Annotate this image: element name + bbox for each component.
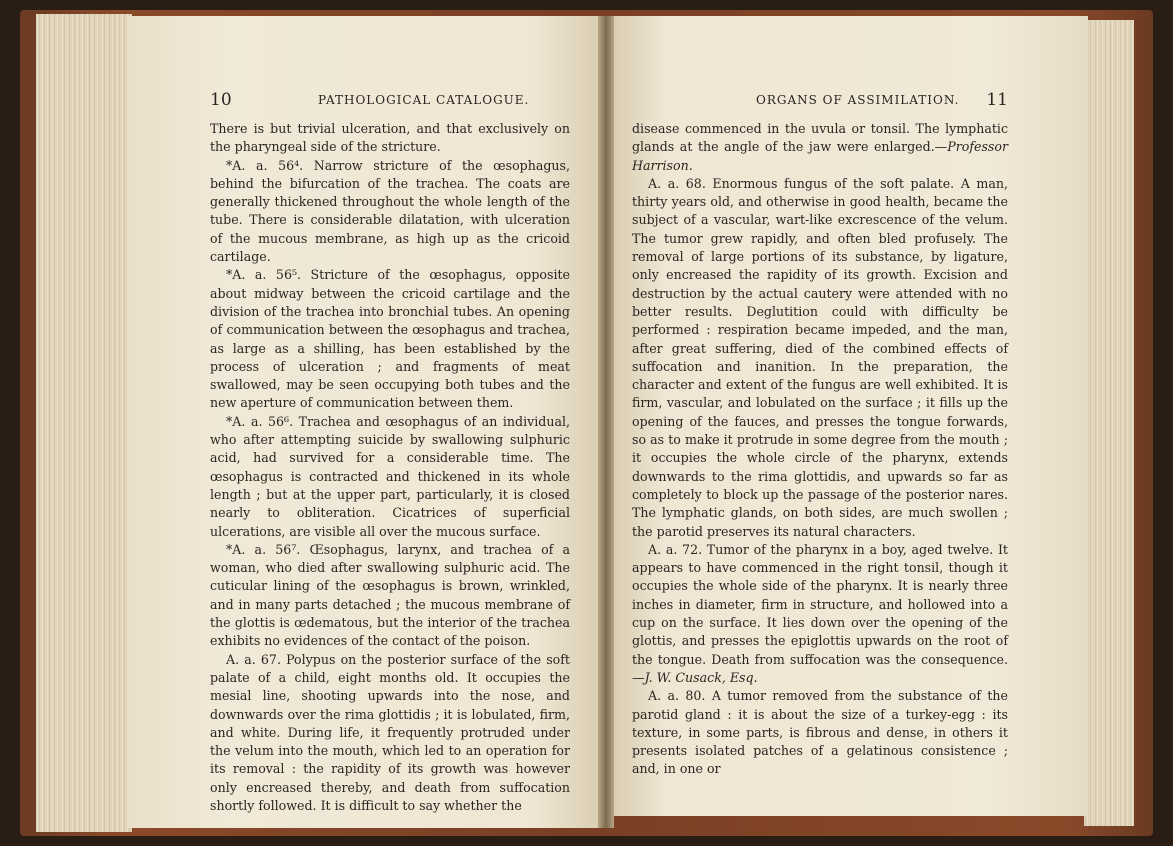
left-page [128, 16, 606, 828]
paragraph: *A. a. 56⁷. Œsophagus, larynx, and trachea of a woman, who died after swallowing sulphuric acid. The cuticular lining of the œsophagus is brown, wrinkled, and in many parts detached ; the mucous membrane of the glottis is œdematous, but the interior of the trachea exhibits no evidences of the contact of the poison. [210, 541, 570, 649]
left-header [210, 90, 570, 110]
page-edges-left [36, 14, 132, 832]
paragraph [632, 541, 1008, 687]
paragraph: A. a. 80. A tumor removed from the substance of the parotid gland : it is about the size of a turkey-egg : its texture, in some parts, is fibrous and dense, in others it presents isolated patches of a gelatinous consistence ; and, in one or [632, 688, 1008, 777]
paragraph: *A. a. 56⁶. Trachea and œsophagus of an individual, who after attempting suicide by swallowing sulphuric acid, had survived for a considerable time. The œsophagus is contracted and thickened in its whole length ; but at the upper part, particularly, it is closed nearly to obliteration. Cicatrices of superficial ulcerations, are visible all over the mucous surface. [210, 413, 570, 539]
attribution: J. W. Cusack, Esq. [644, 669, 758, 685]
paragraph: A. a. 67. Polypus on the posterior surface of the soft palate of a child, eight months old. It occupies the mesial line, shooting upwards into the nose, and downwards over the rima glottidis ; it is lobulated, firm, and white. During life, it frequently protruded under the velum into the mouth, which led to an operation for its removal : the rapidity of its growth was however only encreased thereby, and death from suffocation shortly followed. It is difficult to say whether the [210, 651, 570, 813]
paragraph: *A. a. 56⁵. Stricture of the œsophagus, opposite about midway between the cricoid cartilage and the division of the trachea into bronchial tubes. An opening of communication between the œsophagus and trachea, as large as a shilling, has been established by the process of ulceration ; and fragments of meat swallowed, may be seen occupying both tubes and the new aperture of communication between them. [210, 267, 570, 411]
running-head: PATHOLOGICAL CATALOGUE. [318, 93, 530, 107]
book-gutter [598, 16, 614, 828]
right-body [632, 120, 1008, 779]
paragraph: There is but trivial ulceration, and that exclusively on the pharyngeal side of the stricture. [210, 121, 570, 155]
paragraph-text: A. a. 72. Tumor of the pharynx in a boy, aged twelve. It appears to have commenced in the right tonsil, though it occupies the whole side of the pharynx. It is nearly three inches in diameter, firm in structure, and hollowed into a cup on the surface. It lies down over the opening of the glottis, and presses the epiglottis upwards on the root of the tongue. Death from suffocation was the consequence.— [632, 541, 1008, 685]
paragraph-text: disease commenced in the uvula or tonsil. The lymphatic glands at the angle of the jaw were enlarged.— [632, 121, 1008, 155]
paragraph: A. a. 68. Enormous fungus of the soft palate. A man, thirty years old, and otherwise in good health, became the subject of a vascular, wart-like excrescence of the velum. The tumor grew rapidly, and often bled profusely. The removal of large portions of its substance, by ligature, only encreased the rapidity of its growth. Excision and destruction by the actual cautery were attended with no better results. Deglutition could with difficulty be performed : respiration became impeded, and the man, after great suffering, died of the combined effects of suffocation and inanition. In the preparation, the character and extent of the fungus are well exhibited. It is firm, vascular, and lobulated on the surface ; it fills up the opening of the fauces, and presses the tongue forwards, so as to make it protrude in some degree from the mouth ; it occupies the whole circle of the pharynx, extends downwards to the rima glottidis, and upwards so far as completely to block up the passage of the posterior nares. The lymphatic glands, on both sides, are much swollen ; the parotid preserves its natural characters. [632, 175, 1008, 539]
page-number: 11 [986, 90, 1008, 110]
paragraph: *A. a. 56⁴. Narrow stricture of the œsophagus, behind the bifurcation of the trachea. The coats are generally thickened throughout the whole length of the tube. There is considerable dilatation, with ulceration of the mucous membrane, as high up as the cricoid cartilage. [210, 157, 570, 265]
paragraph [632, 120, 1008, 175]
attribution: Professor Harrison. [632, 139, 1008, 173]
left-body [210, 120, 570, 815]
right-page [606, 16, 1088, 816]
running-head: ORGANS OF ASSIMILATION. [756, 93, 960, 107]
page-edges-right [1084, 20, 1134, 826]
page-number: 10 [210, 90, 232, 110]
